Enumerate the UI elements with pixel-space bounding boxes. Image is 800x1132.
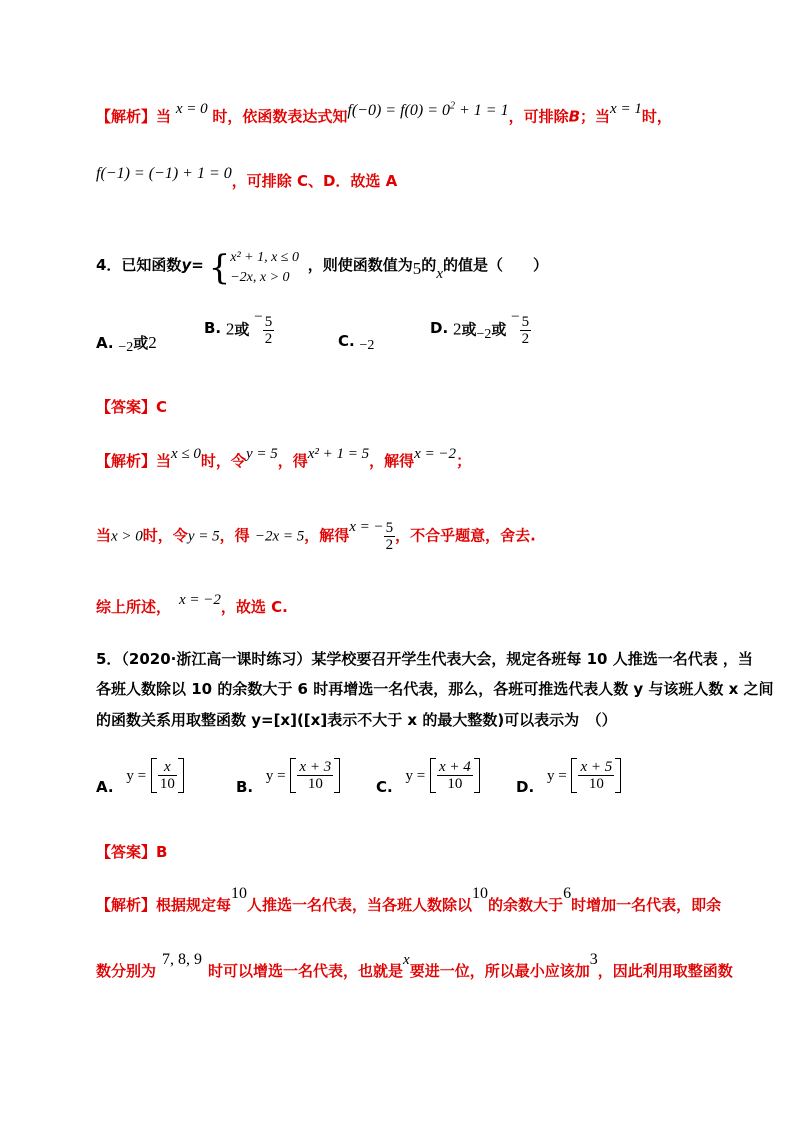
piecewise-function: { x² + 1, x ≤ 0 −2x, x > 0 (208, 248, 299, 288)
q4-option-c[interactable]: C. −2 (338, 332, 375, 353)
q4-option-d[interactable]: D. 2或−2或 − $\frac{5}{2}$ (430, 308, 530, 347)
question-5-line1: 5．（2020·浙江高一课时练习）某学校要召开学生代表大会，规定各班每 10 人推选一名代表 ，当 (96, 650, 753, 668)
solution-prev-line2: f(−1) = (−1) + 1 = 0，可排除 C、D．故选 A (96, 165, 398, 190)
math-f-neg1: f(−1) = (−1) + 1 = 0 (96, 165, 232, 182)
q5-option-a[interactable]: A. y = $\frac{x}{10}$ (96, 758, 184, 793)
math-x-eq-1: x = 1 (610, 101, 642, 118)
question-4-stem: 4．已知函数y= { x² + 1, x ≤ 0 −2x, x > 0 ，则使函数值为5的x的值是（ ） (96, 248, 548, 288)
solution-prev-line1: 【解析】当 x = 0 时，依函数表达式知$f(-0) = f(0) = 0^2 + 1 = 1$，可排除B；当x = 1时， (96, 101, 672, 126)
q5-answer: 【答案】B (96, 843, 168, 861)
q4-answer: 【答案】C (96, 398, 168, 416)
q4-solution-line3: 综上所述， x = −2，故选 C. (96, 592, 288, 616)
math-f-expr: $f(-0) = f(0) = 0^2 + 1 = 1$ (347, 101, 509, 120)
q5-solution-line1: 【解析】根据规定每10人推选一名代表，当各班人数除以10的余数大于6时增加一名代表，即余 (96, 885, 722, 914)
q5-option-b[interactable]: B. y = $\frac{x + 3}{10}$ (236, 758, 340, 793)
q4-solution-line1: 【解析】当x ≤ 0时，令y = 5，得x² + 1 = 5，解得x = −2； (96, 446, 472, 470)
q5-option-d[interactable]: D. y = $\frac{x + 5}{10}$ (516, 758, 621, 793)
q5-option-c[interactable]: C. y = $\frac{x + 4}{10}$ (376, 758, 480, 793)
math-x-eq-0: x = 0 (175, 101, 208, 118)
question-5-line2: 各班人数除以 10 的余数大于 6 时再增选一名代表，那么，各班可推选代表人数 y 与该班人数 x 之间 (96, 680, 774, 698)
q5-solution-line2: 数分别为7, 8, 9时可以增选一名代表，也就是x要进一位，所以最小应该加3，因此利用取整函数 (96, 951, 733, 980)
q4-option-b[interactable]: B. 2或 − $\frac{5}{2}$ (204, 308, 273, 347)
analysis-tag: 【解析】 (96, 107, 157, 126)
q4-solution-line2: 当x > 0时，令y = 5，得 −2x = 5，解得x = − $\frac{5}{2}$ ，不合乎题意，舍去. (96, 518, 536, 553)
question-5-line3: 的函数关系用取整函数 y=[x]([x]表示不大于 x 的最大整数)可以表示为 （） (96, 711, 617, 729)
q4-option-a[interactable]: A. −2或2 (96, 333, 157, 355)
